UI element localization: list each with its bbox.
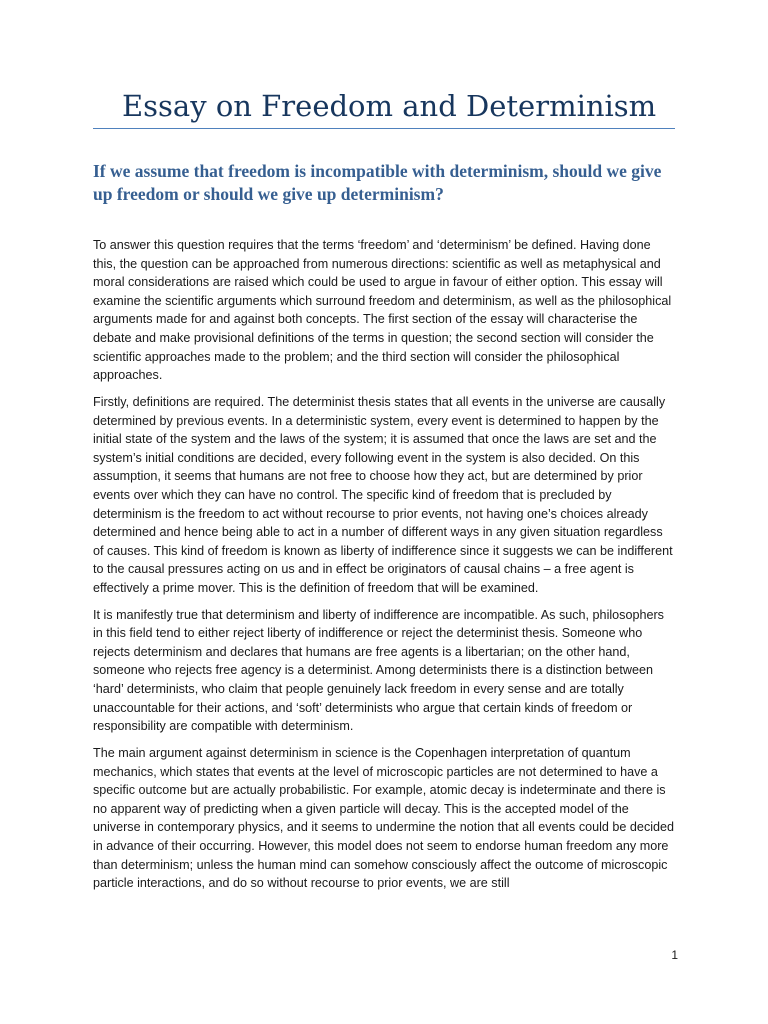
paragraph-1: To answer this question requires that the terms ‘freedom’ and ‘determinism’ be defined. Having done this, the question can be approached from numerous directions: scientific as well as metaphysical and moral considerations are raised which could be used to argue in favour of either option. This essay will examine the scientific arguments which surround freedom and determinism, as well as the philosophical arguments made for and against both concepts. The first section of the essay will characterise the debate and make provisional definitions of the terms in question; the second section will consider the scientific approaches made to the problem; and the third section will consider the philosophical approaches. [93,238,672,383]
paragraph-2: Firstly, definitions are required. The determinist thesis states that all events in the universe are causally determined by previous events. In a deterministic system, every event is determined to happen by the initial state of the system and the laws of the system; it is assumed that once the laws are set and the system’s initial conditions are decided, every following event in the system is also decided. On this assumption, it seems that humans are not free to choose how they act, but are determined by prior events over which they can have no control. The specific kind of freedom that is precluded by determinism is the freedom to act without recourse to prior events, not having one’s choices already determined and hence being able to act in a number of different ways in any given situation regardless of causes. This kind of freedom is known as liberty of indifference since it suggests we can be indifferent to the causal pressures acting on us and in effect be originators of causal chains – a free agent is effectively a prime mover. This is the definition of freedom that will be examined. [93,394,673,595]
page-number: 1 [671,948,678,962]
paragraph-4: The main argument against determinism in science is the Copenhagen interpretation of quantum mechanics, which states that events at the level of microscopic particles are not determined to have a specific outcome but are actually probabilistic. For example, atomic decay is indeterminate and there is no apparent way of predicting when a given particle will decay. This is the accepted model of the universe in contemporary physics, and it seems to undermine the notion that all events could be decided in advance of their occurring. However, this model does not seem to endorse human freedom any more than determinism; unless the human mind can somehow consciously affect the outcome of microscopic particle interactions, and do so without recourse to prior events, we are still [93,746,675,891]
essay-body [93,236,676,901]
page-title: Essay on Freedom and Determinism [122,89,657,123]
title-underline [93,128,675,129]
paragraph-3: It is manifestly true that determinism and liberty of indifference are incompatible. As such, philosophers in this field tend to either reject liberty of indifference or reject the determinist thesis. Someone who rejects determinism and declares that humans are free agents is a libertarian; on the other hand, someone who rejects free agency is a determinist. Among determinists there is a distinction between ‘hard’ determinists, who claim that people genuinely lack freedom in every sense and are totally unaccountable for their actions, and ‘soft’ determinists who argue that certain kinds of freedom or responsibility are compatible with determinism. [93,607,664,734]
essay-question: If we assume that freedom is incompatible with determinism, should we give up freedom or should we give up determinism? [93,161,662,204]
